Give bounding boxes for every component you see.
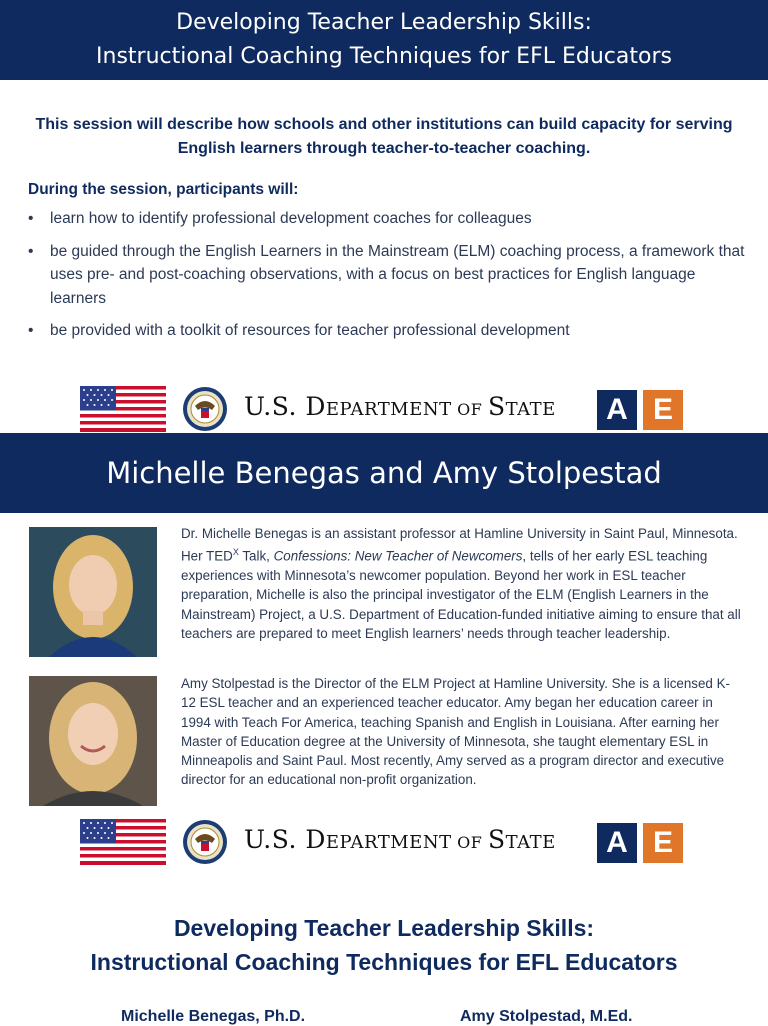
ae-logo-a: A: [597, 390, 637, 430]
list-item: [28, 240, 748, 311]
amy-stolpestad-photo: [29, 676, 157, 806]
state-department-seal-icon: [182, 819, 228, 865]
bullet-text: learn how to identify professional development coaches for colleagues: [50, 210, 532, 227]
intro-text: This session will describe how schools and other institutions can build capacity for serving English learners through teacher-to-teacher coaching.: [35, 116, 733, 157]
ae-logo-e: E: [643, 823, 683, 863]
header-title-line2: Instructional Coaching Techniques for EFL Educators: [96, 44, 672, 69]
list-item: [28, 207, 748, 231]
header-banner: [0, 0, 768, 80]
speakers-title: Michelle Benegas and Amy Stolpestad: [106, 456, 662, 490]
presenter-name: Michelle Benegas, Ph.D.: [121, 1008, 306, 1025]
bottom-title-line2: Instructional Coaching Techniques for EFL Educators: [90, 949, 678, 975]
state-department-wordmark: U.S. DEPARTMENT OF STATE: [244, 825, 556, 854]
amy-stolpestad-bio: Amy Stolpestad is the Director of the ELM Project at Hamline University. She is a licensed K-12 ESL teacher and an experienced teacher educator. Amy began her education career in 1994 with Teach For America, teaching Spanish and English in Louisiana. After earning her Master of Education degree at the University of Minnesota, she taught elementary ESL in Minneapolis and Saint Paul. Most recently, Amy served as a program director and executive director for an educational non-profit organization.: [181, 676, 730, 788]
logo-row: [80, 817, 690, 867]
bottom-title-line1: Developing Teacher Leadership Skills:: [173, 915, 595, 941]
us-flag-icon: [80, 819, 166, 865]
speakers-banner: [0, 433, 768, 513]
presenter-name: Amy Stolpestad, M.Ed.: [460, 1008, 633, 1025]
bullet-icon: •: [28, 322, 34, 339]
state-department-seal-icon: [182, 386, 228, 432]
michelle-benegas-bio: Dr. Michelle Benegas is an assistant professor at Hamline University in Saint Paul, Minnesota. Her $TED^X$ Talk, Confessions: New Teacher of Newcomers, tells of her early ESL teaching experiences with Minnesota’s newcomer population. Beyond her work in ESL teacher preparation, Michelle is also the principal investigator of the ELM (English Learners in the Mainstream) Project, a U.S. Department of Education-funded initiative aiming to ensure that all teachers are prepared to meet English learners’ needs through teacher leadership.: [181, 526, 741, 641]
list-item: [28, 319, 748, 343]
bullet-text: be provided with a toolkit of resources for teacher professional development: [50, 322, 570, 339]
michelle-benegas-photo: [29, 527, 157, 657]
header-title-line1: Developing Teacher Leadership Skills:: [176, 10, 592, 35]
bottom-title: [0, 911, 768, 979]
us-flag-icon: [80, 386, 166, 432]
logo-row: [80, 384, 690, 434]
bullet-icon: •: [28, 242, 34, 260]
state-department-wordmark: U.S. DEPARTMENT OF STATE: [244, 392, 556, 421]
during-heading: During the session, participants will:: [28, 181, 299, 198]
bullet-list: [28, 207, 748, 352]
ae-logo-a: A: [597, 823, 637, 863]
bullet-text: be guided through the English Learners in the Mainstream (ELM) coaching process, a framework that uses pre- and post-coaching observations, with a focus on best practices for English language learners: [50, 242, 745, 307]
bullet-icon: •: [28, 210, 34, 227]
ae-logo-e: E: [643, 390, 683, 430]
